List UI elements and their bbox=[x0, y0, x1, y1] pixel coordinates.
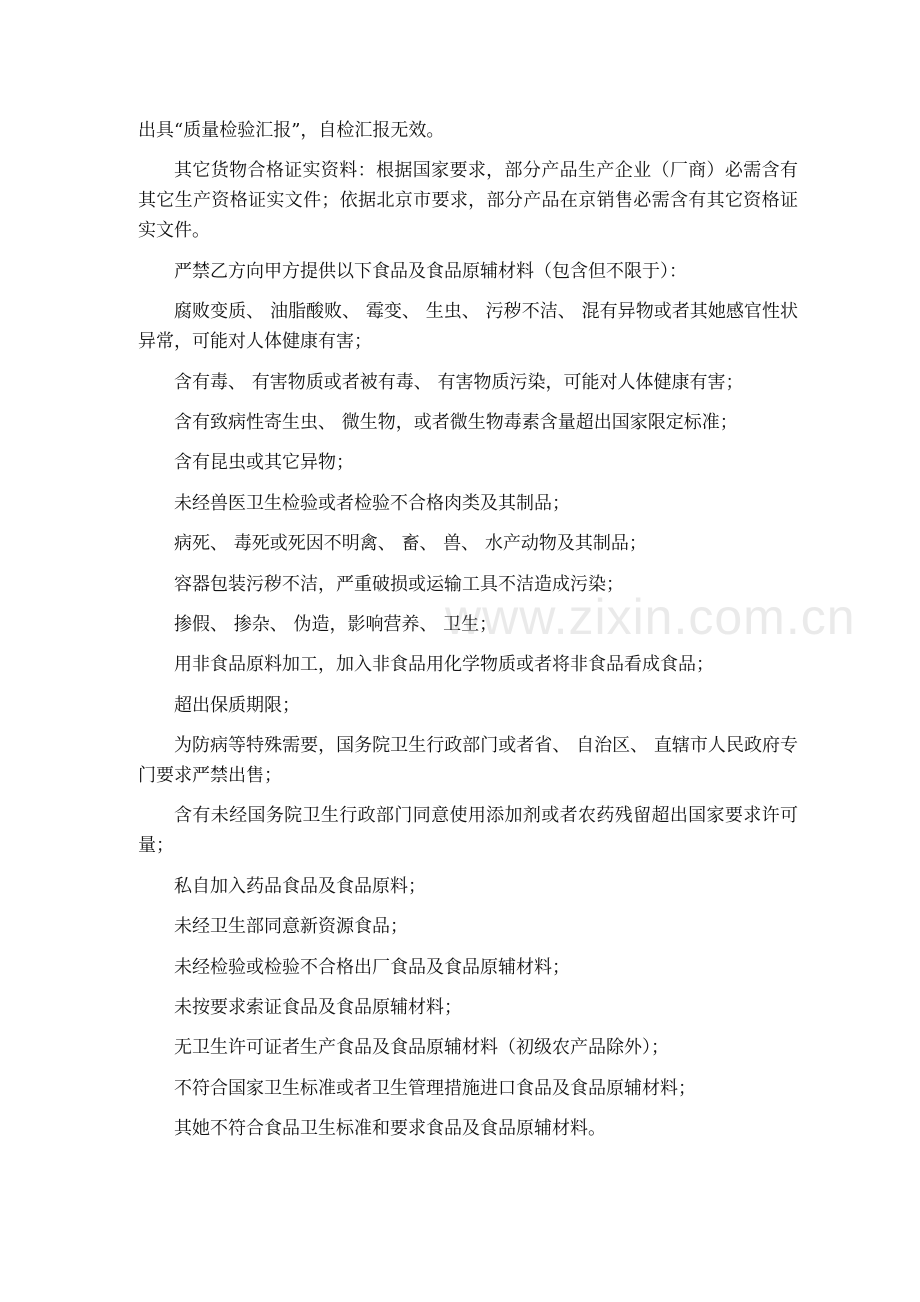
paragraph: 含有致病性寄生虫、 微生物，或者微生物毒素含量超出国家限定标准； bbox=[174, 411, 738, 433]
paragraph: 出具“质量检验汇报”，自检汇报无效。 bbox=[138, 120, 445, 141]
paragraph: 掺假、 掺杂、 伪造，影响营养、 卫生； bbox=[174, 613, 498, 635]
watermark: www.zixin.com.cn bbox=[445, 589, 856, 645]
paragraph: 未经卫生部同意新资源食品； bbox=[174, 916, 408, 938]
paragraph: 腐败变质、 油脂酸败、 霉变、 生虫、 污秽不洁、 混有异物或者其她感官性状异常，可能对人体健康有害； bbox=[138, 301, 798, 353]
paragraph: 超出保质期限； bbox=[174, 694, 300, 716]
paragraph: 未按要求索证食品及食品原辅材料； bbox=[174, 997, 462, 1019]
paragraph: 未经检验或检验不合格出厂食品及食品原辅材料； bbox=[174, 956, 570, 978]
paragraph: 其她不符合食品卫生标准和要求食品及食品原辅材料。 bbox=[174, 1118, 606, 1140]
paragraph: 严禁乙方向甲方提供以下食品及食品原辅材料（包含但不限于）： bbox=[174, 260, 687, 282]
paragraph: 含有未经国务院卫生行政部门同意使用添加剂或者农药残留超出国家要求许可量； bbox=[138, 805, 798, 857]
paragraph: 为防病等特殊需要，国务院卫生行政部门或者省、 自治区、 直辖市人民政府专门要求严禁出售； bbox=[138, 735, 798, 787]
paragraph: 含有毒、 有害物质或者被有毒、 有害物质污染，可能对人体健康有害； bbox=[174, 371, 744, 393]
document-body bbox=[138, 116, 798, 1155]
paragraph: 无卫生许可证者生产食品及食品原辅材料（初级农产品除外）； bbox=[174, 1037, 669, 1059]
paragraph: 未经兽医卫生检验或者检验不合格肉类及其制品； bbox=[174, 492, 570, 514]
paragraph: 私自加入药品食品及食品原料； bbox=[174, 875, 426, 897]
paragraph: 其它货物合格证实资料：根据国家要求，部分产品生产企业（厂商）必需含有其它生产资格证实文件；依据北京市要求，部分产品在京销售必需含有其它资格证实文件。 bbox=[138, 160, 798, 242]
paragraph: 容器包装污秽不洁，严重破损或运输工具不洁造成污染； bbox=[174, 573, 624, 595]
paragraph: 病死、 毒死或死因不明禽、 畜、 兽、 水产动物及其制品； bbox=[174, 533, 647, 555]
paragraph: 不符合国家卫生标准或者卫生管理措施进口食品及食品原辅材料； bbox=[174, 1077, 696, 1099]
paragraph: 用非食品原料加工，加入非食品用化学物质或者将非食品看成食品； bbox=[174, 654, 714, 676]
paragraph: 含有昆虫或其它异物； bbox=[174, 452, 354, 474]
